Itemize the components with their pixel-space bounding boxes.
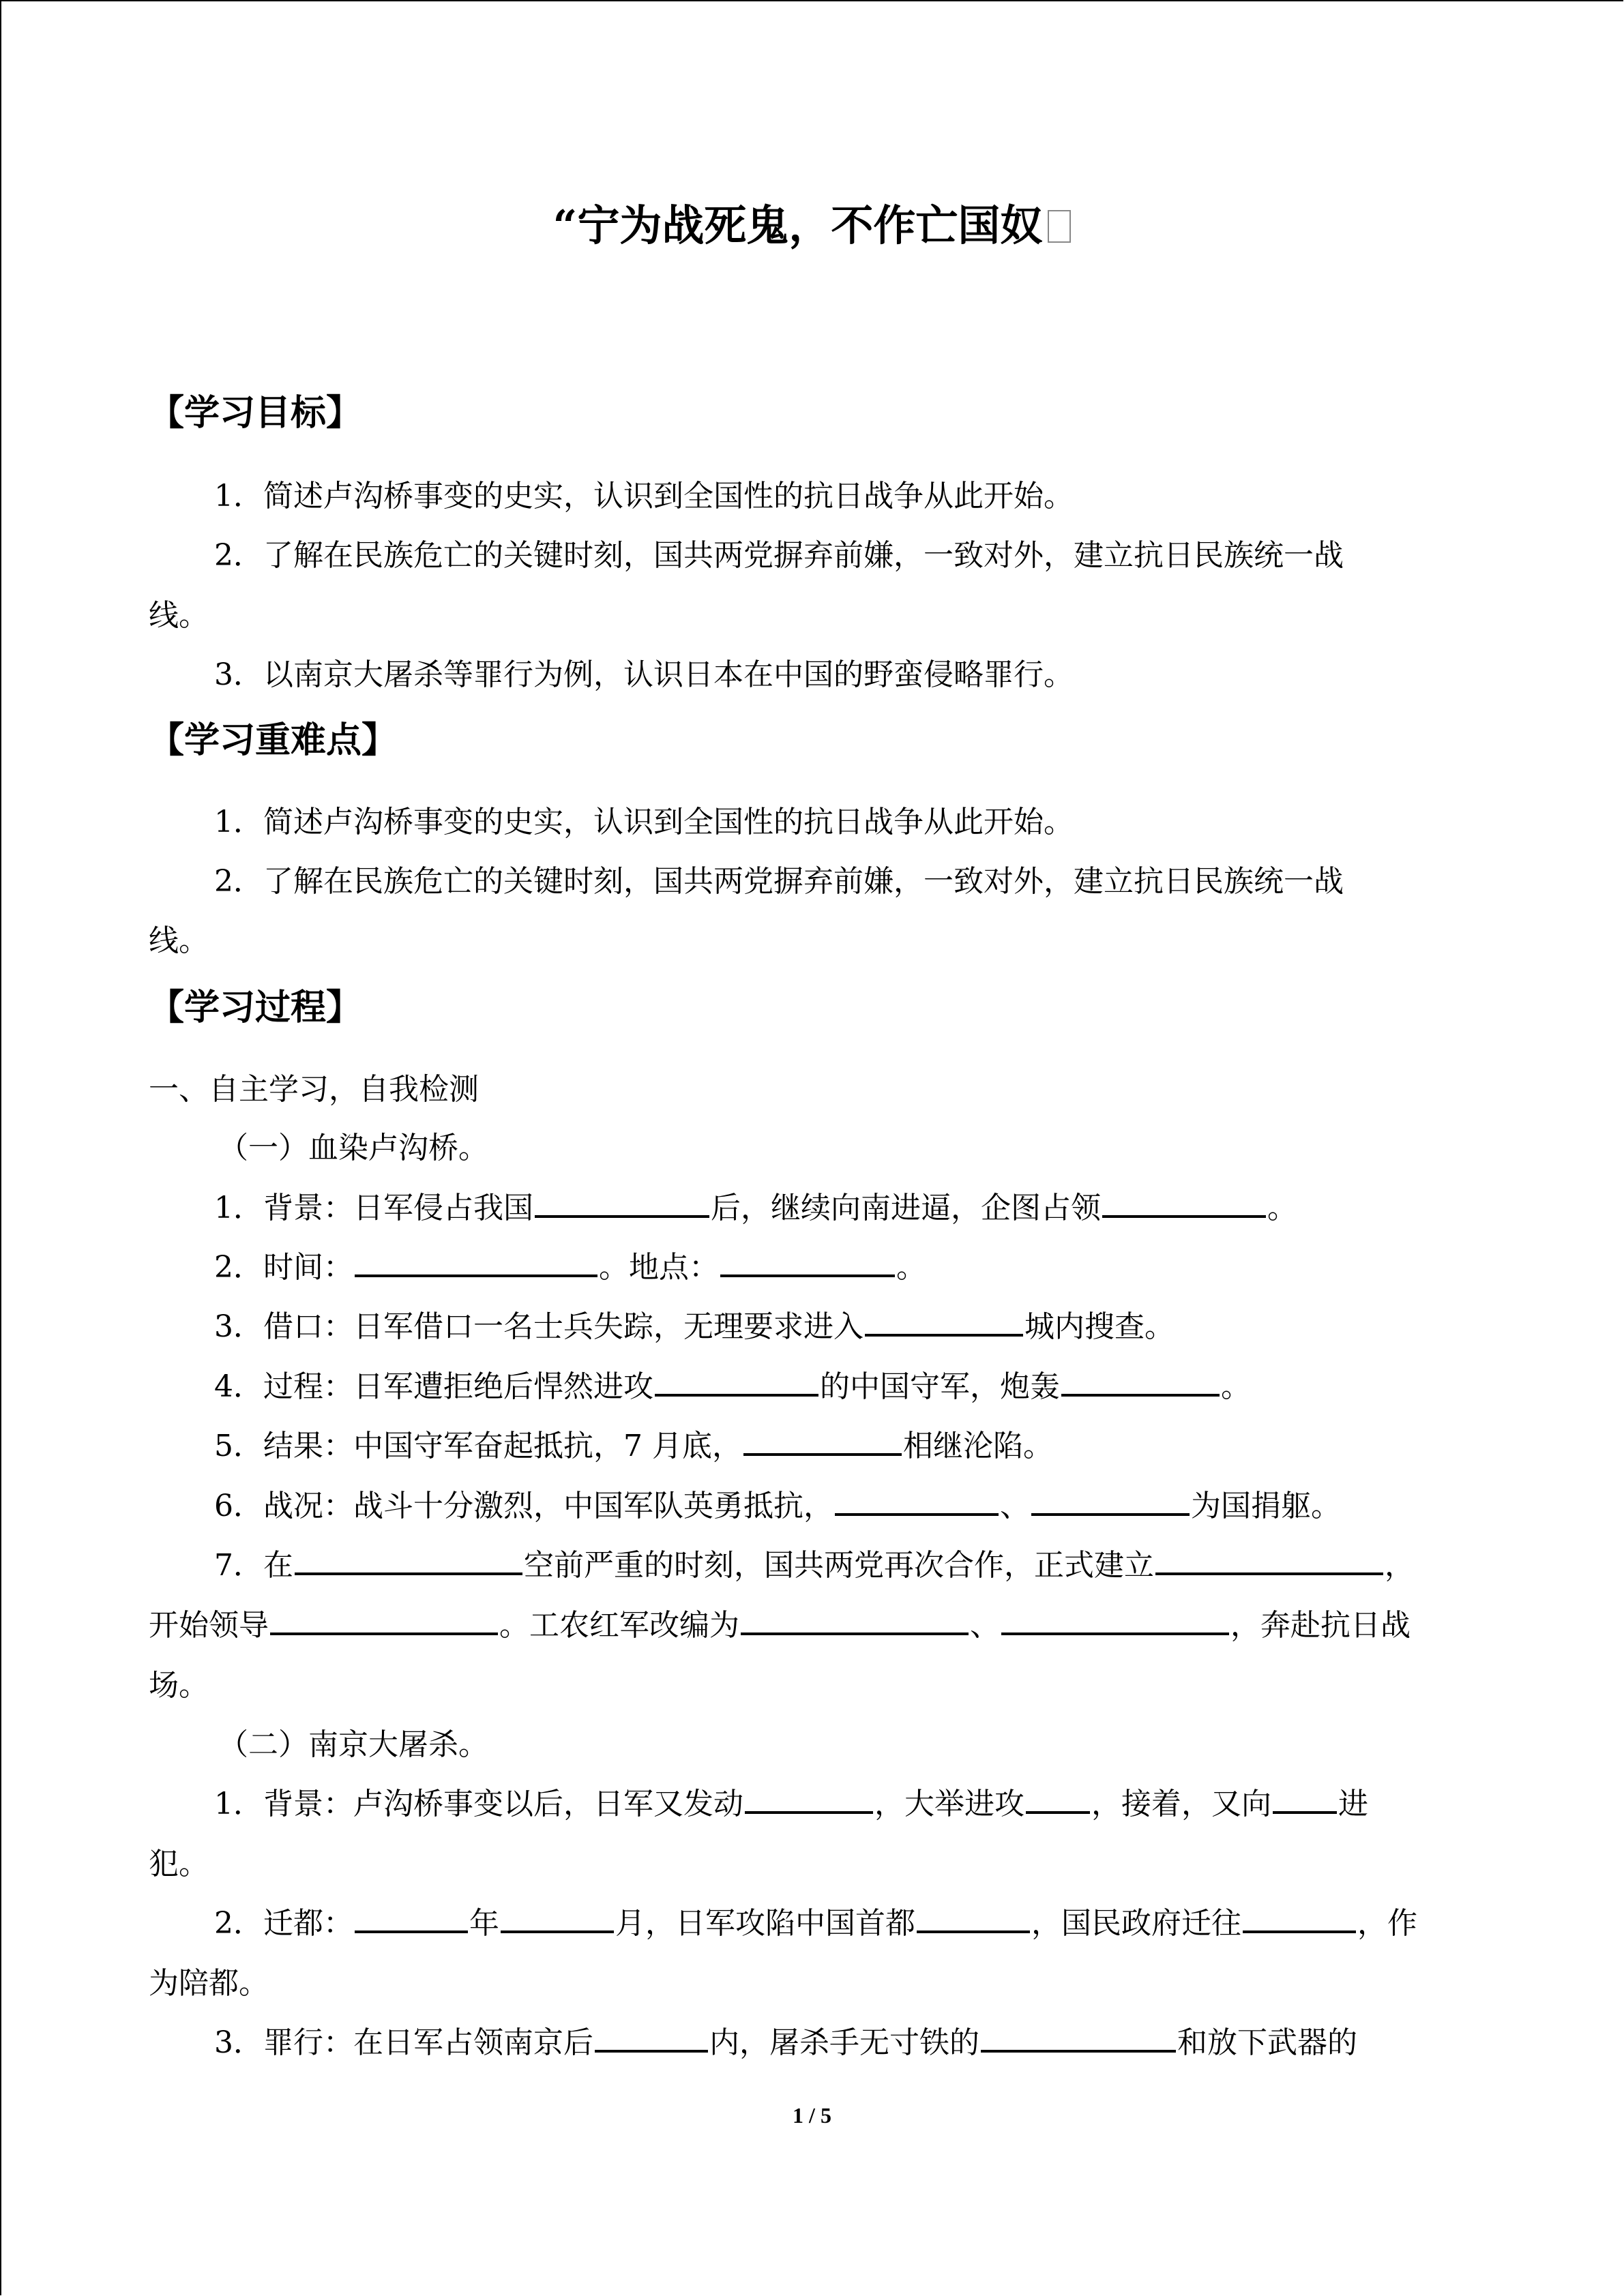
item-background: 1．背景：日军侵占我国 后，继续向南进逼，企图占领 。 bbox=[214, 1191, 1297, 1225]
page-number: 1 / 5 bbox=[793, 2103, 831, 2128]
item-process: 4．过程：日军遭拒绝后悍然进攻 的中国守军，炮轰 。 bbox=[214, 1369, 1251, 1404]
key-point-1: 1．简述卢沟桥事变的史实，认识到全国性的抗日战争从此开始。 bbox=[214, 805, 1074, 839]
fill-blank[interactable] bbox=[1031, 1512, 1190, 1516]
fill-blank[interactable] bbox=[741, 1632, 969, 1635]
goal-2: 2．了解在民族危亡的关键时刻，国共两党摒弃前嫌，一致对外，建立抗日民族统一战 bbox=[214, 538, 1344, 573]
key-point-2: 2．了解在民族危亡的关键时刻，国共两党摒弃前嫌，一致对外，建立抗日民族统一战 bbox=[214, 864, 1344, 899]
fill-blank[interactable] bbox=[720, 1274, 895, 1277]
part-1-title: 一、自主学习，自我检测 bbox=[149, 1072, 479, 1107]
fill-blank[interactable] bbox=[743, 1452, 902, 1456]
fill-blank[interactable] bbox=[1155, 1572, 1383, 1575]
item-result: 5．结果：中国守军奋起抵抗，7 月底， 相继沦陷。 bbox=[214, 1429, 1053, 1463]
fill-blank[interactable] bbox=[595, 2049, 708, 2053]
fill-blank[interactable] bbox=[355, 1274, 597, 1277]
fill-blank[interactable] bbox=[501, 1930, 614, 1933]
item-cooperation-end: 场。 bbox=[149, 1668, 209, 1703]
item-crimes: 3．罪行：在日军占领南京后 内，屠杀手无寸铁的 和放下武器的 bbox=[214, 2025, 1357, 2060]
fill-blank[interactable] bbox=[655, 1393, 818, 1397]
goal-2-cont: 线。 bbox=[149, 598, 209, 633]
fill-blank[interactable] bbox=[295, 1572, 522, 1575]
item-nanjing-background: 1．背景：卢沟桥事变以后，日军又发动 ，大举进攻 ，接着，又向 进 bbox=[214, 1787, 1368, 1821]
fill-blank[interactable] bbox=[865, 1333, 1023, 1337]
page-title: “宁为战死鬼，不作亡国奴 bbox=[0, 205, 1624, 247]
fill-blank[interactable] bbox=[1243, 1930, 1356, 1933]
goal-3: 3．以南京大屠杀等罪行为例，认识日本在中国的野蛮侵略罪行。 bbox=[214, 657, 1074, 692]
subsection-1-title: （一）血染卢沟桥。 bbox=[218, 1131, 488, 1165]
item-pretext: 3．借口：日军借口一名士兵失踪，无理要求进入 城内搜查。 bbox=[214, 1309, 1175, 1344]
fill-blank[interactable] bbox=[835, 1512, 999, 1516]
subsection-2-title: （二）南京大屠杀。 bbox=[218, 1727, 488, 1762]
missing-glyph-box bbox=[1048, 210, 1071, 243]
fill-blank[interactable] bbox=[270, 1632, 498, 1635]
key-point-2-cont: 线。 bbox=[149, 923, 209, 958]
item-time-place: 2．时间： 。地点： 。 bbox=[214, 1250, 926, 1285]
fill-blank[interactable] bbox=[355, 1930, 468, 1933]
fill-blank[interactable] bbox=[745, 1810, 873, 1814]
item-battle: 6．战况：战斗十分激烈，中国军队英勇抵抗， 、 为国捐躯。 bbox=[214, 1489, 1341, 1523]
fill-blank[interactable] bbox=[1061, 1393, 1220, 1397]
item-capital-move-cont: 为陪都。 bbox=[149, 1966, 269, 2001]
fill-blank[interactable] bbox=[1273, 1810, 1337, 1814]
fill-blank[interactable] bbox=[981, 2049, 1176, 2053]
fill-blank[interactable] bbox=[1026, 1810, 1090, 1814]
heading-goals: 【学习目标】 bbox=[149, 392, 362, 434]
fill-blank[interactable] bbox=[1001, 1632, 1229, 1635]
item-capital-move: 2．迁都： 年 月，日军攻陷中国首都 ，国民政府迁往 ，作 bbox=[214, 1906, 1417, 1941]
item-nanjing-background-cont: 犯。 bbox=[149, 1847, 209, 1881]
fill-blank[interactable] bbox=[1102, 1214, 1266, 1218]
fill-blank[interactable] bbox=[535, 1214, 709, 1218]
item-cooperation: 7．在 空前严重的时刻，国共两党再次合作，正式建立 ， bbox=[214, 1548, 1415, 1583]
fill-blank[interactable] bbox=[917, 1930, 1030, 1933]
goal-1: 1．简述卢沟桥事变的史实，认识到全国性的抗日战争从此开始。 bbox=[214, 479, 1074, 513]
heading-key-points: 【学习重难点】 bbox=[149, 719, 398, 761]
item-cooperation-cont: 开始领导 。工农红军改编为 、 ，奔赴抗日战 bbox=[149, 1608, 1411, 1643]
heading-process: 【学习过程】 bbox=[149, 987, 362, 1028]
